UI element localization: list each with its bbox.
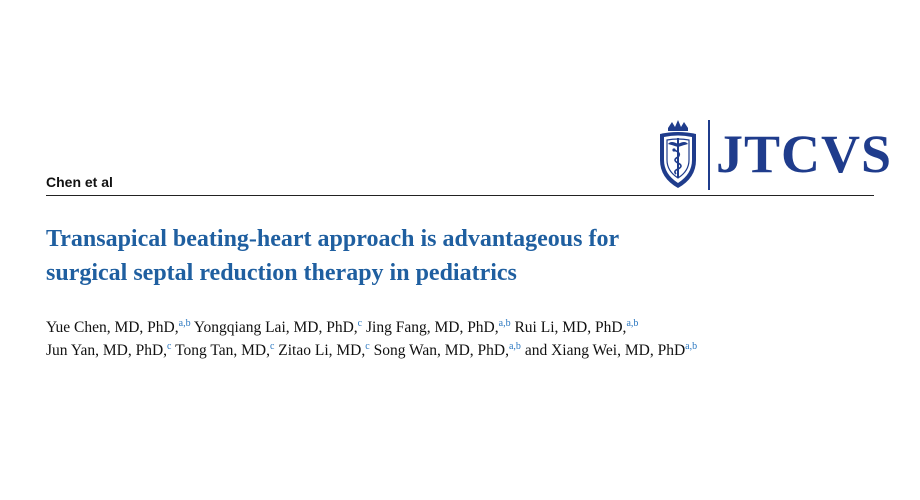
affiliation-marker[interactable]: a,b bbox=[498, 318, 511, 329]
author bbox=[278, 342, 369, 359]
author-list bbox=[46, 316, 866, 362]
affiliation-marker[interactable]: a,b bbox=[626, 318, 639, 329]
title-line-2: surgical septal reduction therapy in pediatrics bbox=[46, 260, 517, 286]
caduceus-shield-icon bbox=[656, 118, 700, 190]
author bbox=[175, 342, 274, 359]
author bbox=[194, 319, 362, 336]
affiliation-marker[interactable]: a,b bbox=[508, 341, 521, 352]
author-name: Yongqiang Lai, MD, PhD, bbox=[193, 319, 358, 336]
author-name: and Xiang Wei, MD, PhD bbox=[524, 342, 686, 359]
author-line-1 bbox=[46, 316, 866, 339]
author-line-2 bbox=[46, 339, 866, 362]
logo-divider bbox=[708, 120, 710, 190]
affiliation-marker[interactable]: c bbox=[269, 341, 275, 352]
author-name: Zitao Li, MD, bbox=[278, 342, 366, 359]
author bbox=[366, 319, 511, 336]
author-name: Rui Li, MD, PhD, bbox=[514, 319, 627, 336]
affiliation-marker[interactable]: a,b bbox=[178, 318, 191, 329]
author-name: Jun Yan, MD, PhD, bbox=[46, 342, 168, 359]
journal-wordmark: JTCVS bbox=[716, 124, 893, 184]
header-rule bbox=[46, 195, 874, 196]
running-head: Chen et al bbox=[46, 174, 113, 190]
article-title bbox=[46, 222, 806, 290]
author-name: Yue Chen, MD, PhD, bbox=[46, 319, 179, 336]
author-name: Tong Tan, MD, bbox=[175, 342, 270, 359]
journal-logo bbox=[656, 118, 893, 190]
author-name: Song Wan, MD, PhD, bbox=[373, 342, 509, 359]
author bbox=[525, 342, 697, 359]
author bbox=[46, 319, 191, 336]
affiliation-marker[interactable]: c bbox=[167, 341, 172, 352]
affiliation-marker[interactable]: c bbox=[357, 318, 363, 329]
affiliation-marker[interactable]: c bbox=[365, 341, 370, 352]
author-name: Jing Fang, MD, PhD, bbox=[366, 319, 499, 336]
author bbox=[46, 342, 171, 359]
affiliation-marker[interactable]: a,b bbox=[685, 341, 698, 352]
author bbox=[374, 342, 521, 359]
title-line-1: Transapical beating-heart approach is advantageous for bbox=[46, 226, 620, 252]
author bbox=[514, 319, 638, 336]
